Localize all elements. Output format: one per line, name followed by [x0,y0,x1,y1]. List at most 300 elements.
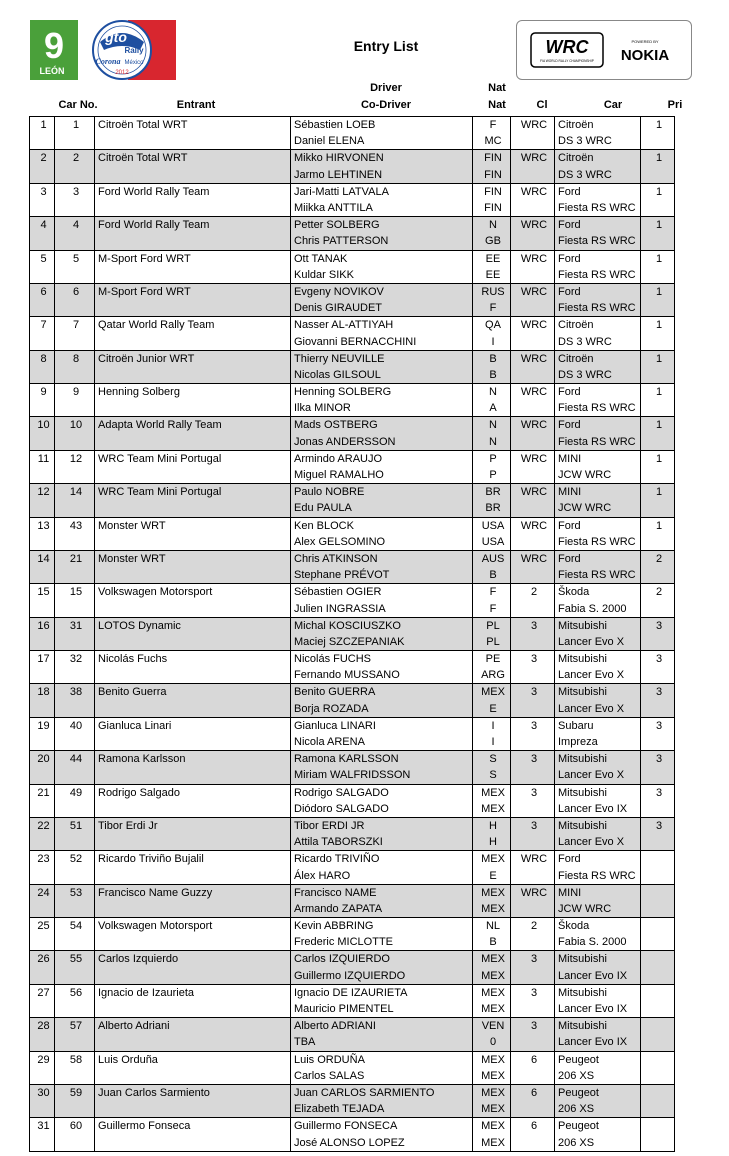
priority-blank [641,634,675,651]
codriver-nationality: MEX [473,968,511,985]
car-class-blank [511,534,555,551]
car-number-blank [55,801,95,818]
codriver-name: Ilka MINOR [291,400,473,417]
entrant-name: Luis Orduña [95,1051,291,1068]
driver-nationality: P [473,450,511,467]
entry-position: 5 [30,250,55,267]
car-class-blank [511,834,555,851]
car-number-blank [55,167,95,184]
car-class-blank [511,267,555,284]
priority-blank [641,934,675,951]
brand-rally: Rally [124,46,144,55]
entry-codriver-line [30,1134,675,1151]
priority-blank [641,968,675,985]
car-class: 3 [511,984,555,1001]
entry-position: 3 [30,183,55,200]
driver-nationality: MEX [473,951,511,968]
priority: 1 [641,384,675,401]
entrant-blank [95,1068,291,1085]
car-class-blank [511,333,555,350]
codriver-name: Álex HARO [291,867,473,884]
entry-position: 22 [30,817,55,834]
car-make: Ford [555,183,641,200]
entry-driver-line [30,918,675,935]
entrant-name: Volkswagen Motorsport [95,584,291,601]
entrant-blank [95,300,291,317]
car-class-blank [511,367,555,384]
priority-blank [641,1101,675,1118]
entry-codriver-line [30,200,675,217]
car-number: 40 [55,717,95,734]
codriver-nationality: I [473,333,511,350]
driver-name: Chris ATKINSON [291,550,473,567]
priority-blank [641,367,675,384]
entry-position-blank [30,167,55,184]
driver-nationality: MEX [473,884,511,901]
priority-blank [641,233,675,250]
codriver-nationality: MEX [473,901,511,918]
priority: 1 [641,417,675,434]
car-number-blank [55,300,95,317]
codriver-name: Maciej SZCZEPANIAK [291,634,473,651]
driver-name: Sébastien OGIER [291,584,473,601]
driver-name: Ricardo TRIVIÑO [291,851,473,868]
car-number-blank [55,400,95,417]
codriver-name: Kuldar SIKK [291,267,473,284]
car-class-blank [511,500,555,517]
entrant-blank [95,767,291,784]
car-model: Lancer Evo X [555,634,641,651]
car-make: Ford [555,283,641,300]
entry-codriver-line [30,300,675,317]
entry-position: 24 [30,884,55,901]
car-model: Fiesta RS WRC [555,200,641,217]
car-class: 3 [511,951,555,968]
entry-codriver-line [30,333,675,350]
entrant-blank [95,901,291,918]
priority: 1 [641,517,675,534]
car-class-blank [511,233,555,250]
priority: 3 [641,817,675,834]
driver-name: Francisco NAME [291,884,473,901]
priority-blank [641,1034,675,1051]
entry-driver-line [30,1018,675,1035]
codriver-nationality: 0 [473,1034,511,1051]
entrant-name: M-Sport Ford WRT [95,283,291,300]
page-title: Entry List [353,38,419,54]
priority [641,851,675,868]
car-class: WRC [511,550,555,567]
car-number: 6 [55,283,95,300]
driver-name: Benito GUERRA [291,684,473,701]
codriver-name: Diódoro SALGADO [291,801,473,818]
entry-position-blank [30,267,55,284]
codriver-name: Armando ZAPATA [291,901,473,918]
codriver-name: Guillermo IZQUIERDO [291,968,473,985]
entry-position-blank [30,333,55,350]
car-class: WRC [511,150,555,167]
car-make: Mitsubishi [555,1018,641,1035]
codriver-nationality: MEX [473,1068,511,1085]
round-number: 9 [43,25,65,66]
entry-driver-line [30,384,675,401]
priority [641,1051,675,1068]
car-model: JCW WRC [555,467,641,484]
entry-position: 10 [30,417,55,434]
codriver-nationality: S [473,767,511,784]
entry-codriver-line [30,434,675,451]
car-class-blank [511,1068,555,1085]
driver-name: Alberto ADRIANI [291,1018,473,1035]
entry-codriver-line [30,567,675,584]
driver-nationality: F [473,117,511,134]
entry-driver-line [30,283,675,300]
driver-name: Carlos IZQUIERDO [291,951,473,968]
entrant-blank [95,400,291,417]
entry-position-blank [30,667,55,684]
priority [641,1018,675,1035]
car-class-blank [511,801,555,818]
entrant-name: Henning Solberg [95,384,291,401]
entrant-name: Tibor Erdi Jr [95,817,291,834]
header-priority: Pri [667,99,683,111]
entrant-blank [95,534,291,551]
driver-name: Ott TANAK [291,250,473,267]
driver-nationality: VEN [473,1018,511,1035]
entry-codriver-line [30,367,675,384]
priority-blank [641,801,675,818]
header-class: Cl [536,99,548,111]
entry-codriver-line [30,867,675,884]
entrant-name: Ignacio de Izaurieta [95,984,291,1001]
entrant-blank [95,834,291,851]
car-class: WRC [511,117,555,134]
car-class: WRC [511,450,555,467]
car-model: 206 XS [555,1101,641,1118]
entry-driver-line [30,684,675,701]
car-model: DS 3 WRC [555,333,641,350]
car-make: Škoda [555,584,641,601]
entry-position: 30 [30,1084,55,1101]
driver-name: Gianluca LINARI [291,717,473,734]
entry-position-blank [30,133,55,150]
car-model: Lancer Evo X [555,767,641,784]
priority-blank [641,600,675,617]
entry-position-blank [30,600,55,617]
car-class-blank [511,400,555,417]
car-class: 3 [511,684,555,701]
priority-blank [641,467,675,484]
entry-position-blank [30,300,55,317]
entry-driver-line [30,617,675,634]
entry-position: 25 [30,918,55,935]
entry-position-blank [30,534,55,551]
car-class-blank [511,1134,555,1151]
car-class-blank [511,701,555,718]
car-class: WRC [511,283,555,300]
driver-nationality: MEX [473,1084,511,1101]
entry-codriver-line [30,1001,675,1018]
priority [641,884,675,901]
car-make: Ford [555,384,641,401]
entry-position: 7 [30,317,55,334]
entry-driver-line [30,183,675,200]
entrant-name: Juan Carlos Sarmiento [95,1084,291,1101]
car-class-blank [511,133,555,150]
car-class-blank [511,567,555,584]
priority-blank [641,867,675,884]
car-model: DS 3 WRC [555,133,641,150]
entry-position-blank [30,701,55,718]
codriver-name: Miriam WALFRIDSSON [291,767,473,784]
car-number: 56 [55,984,95,1001]
car-make: Citroën [555,317,641,334]
entrant-name: Ford World Rally Team [95,217,291,234]
car-model: DS 3 WRC [555,167,641,184]
codriver-nationality: MEX [473,1001,511,1018]
codriver-nationality: P [473,467,511,484]
driver-nationality: FIN [473,150,511,167]
car-make: Ford [555,550,641,567]
entry-position-blank [30,1068,55,1085]
codriver-nationality: FIN [473,200,511,217]
driver-nationality: MEX [473,1118,511,1135]
entry-row [30,450,675,483]
brand-gto: gto [105,29,127,45]
priority: 1 [641,150,675,167]
codriver-nationality: I [473,734,511,751]
car-model: Fiesta RS WRC [555,400,641,417]
entry-driver-line [30,784,675,801]
codriver-nationality: F [473,300,511,317]
codriver-name: TBA [291,1034,473,1051]
car-class: 3 [511,1018,555,1035]
entrant-name: Ricardo Triviño Bujalil [95,851,291,868]
driver-nationality: AUS [473,550,511,567]
priority: 1 [641,450,675,467]
entry-driver-line [30,1051,675,1068]
entrant-name: Volkswagen Motorsport [95,918,291,935]
priority [641,918,675,935]
entry-row [30,717,675,750]
entrant-name: Monster WRT [95,550,291,567]
car-number-blank [55,1101,95,1118]
car-model: Fiesta RS WRC [555,567,641,584]
entry-row [30,350,675,383]
car-class: 2 [511,918,555,935]
driver-name: Thierry NEUVILLE [291,350,473,367]
driver-name: Paulo NOBRE [291,484,473,501]
priority: 1 [641,484,675,501]
car-number: 55 [55,951,95,968]
car-number-blank [55,634,95,651]
car-make: Mitsubishi [555,684,641,701]
car-class-blank [511,1101,555,1118]
entry-position-blank [30,400,55,417]
car-model: Lancer Evo X [555,701,641,718]
priority: 2 [641,550,675,567]
entry-codriver-line [30,233,675,250]
priority: 3 [641,751,675,768]
car-class-blank [511,300,555,317]
priority: 1 [641,183,675,200]
codriver-name: Nicola ARENA [291,734,473,751]
entry-row [30,584,675,617]
priority: 2 [641,584,675,601]
car-make: Mitsubishi [555,784,641,801]
entrant-blank [95,367,291,384]
car-class-blank [511,200,555,217]
entry-row [30,417,675,450]
entry-position-blank [30,901,55,918]
car-number-blank [55,1068,95,1085]
car-class: 6 [511,1118,555,1135]
driver-nationality: PE [473,651,511,668]
priority-blank [641,1068,675,1085]
car-class-blank [511,1034,555,1051]
entry-position-blank [30,867,55,884]
entry-row [30,1018,675,1051]
priority-blank [641,333,675,350]
codriver-nationality: B [473,567,511,584]
entry-position: 15 [30,584,55,601]
car-number: 32 [55,651,95,668]
entry-driver-line [30,1084,675,1101]
car-model: DS 3 WRC [555,367,641,384]
codriver-nationality: GB [473,233,511,250]
header-nat2: Nat [488,99,506,111]
codriver-nationality: E [473,867,511,884]
codriver-nationality: USA [473,534,511,551]
entry-driver-line [30,550,675,567]
car-class-blank [511,167,555,184]
car-model: JCW WRC [555,500,641,517]
codriver-nationality: MC [473,133,511,150]
car-number: 58 [55,1051,95,1068]
entry-row [30,250,675,283]
driver-name: Henning SOLBERG [291,384,473,401]
entrant-blank [95,467,291,484]
entrant-blank [95,233,291,250]
driver-nationality: S [473,751,511,768]
codriver-nationality: MEX [473,1101,511,1118]
entry-position-blank [30,968,55,985]
priority: 1 [641,250,675,267]
car-class-blank [511,901,555,918]
entry-position: 23 [30,851,55,868]
driver-name: Guillermo FONSECA [291,1118,473,1135]
entrant-blank [95,1001,291,1018]
entry-position-blank [30,834,55,851]
car-number-blank [55,667,95,684]
entry-driver-line [30,884,675,901]
car-make: Ford [555,851,641,868]
car-class: WRC [511,851,555,868]
entrant-name: Rodrigo Salgado [95,784,291,801]
codriver-nationality: MEX [473,1134,511,1151]
car-make: Mitsubishi [555,984,641,1001]
entry-position-blank [30,801,55,818]
driver-nationality: USA [473,517,511,534]
entrant-blank [95,567,291,584]
codriver-nationality: BR [473,500,511,517]
entry-position: 6 [30,283,55,300]
entrant-blank [95,734,291,751]
car-class-blank [511,600,555,617]
priority-blank [641,200,675,217]
entry-codriver-line [30,167,675,184]
entrant-name: Ramona Karlsson [95,751,291,768]
car-number: 21 [55,550,95,567]
entry-codriver-line [30,600,675,617]
entrant-name: WRC Team Mini Portugal [95,450,291,467]
driver-name: Sébastien LOEB [291,117,473,134]
powered-by: POWERED BY [631,39,659,44]
car-class-blank [511,467,555,484]
priority: 3 [641,784,675,801]
entry-position: 21 [30,784,55,801]
entrant-blank [95,133,291,150]
car-make: Citroën [555,117,641,134]
car-model: Lancer Evo IX [555,1034,641,1051]
codriver-nationality: N [473,434,511,451]
priority-blank [641,734,675,751]
entry-position-blank [30,1101,55,1118]
car-class: WRC [511,517,555,534]
car-make: MINI [555,484,641,501]
car-class: 3 [511,784,555,801]
car-class: 3 [511,751,555,768]
car-number-blank [55,867,95,884]
car-number-blank [55,934,95,951]
codriver-nationality: FIN [473,167,511,184]
car-model: JCW WRC [555,901,641,918]
entry-row [30,751,675,784]
car-number: 14 [55,484,95,501]
entry-driver-line [30,250,675,267]
car-number-blank [55,367,95,384]
car-make: Ford [555,250,641,267]
car-model: Fabia S. 2000 [555,600,641,617]
car-number: 57 [55,1018,95,1035]
entrant-blank [95,934,291,951]
entrant-blank [95,167,291,184]
driver-nationality: N [473,384,511,401]
entrant-blank [95,867,291,884]
header-car: Car [603,99,623,111]
codriver-name: Edu PAULA [291,500,473,517]
entry-row [30,784,675,817]
priority [641,984,675,1001]
entry-row [30,1118,675,1151]
entrant-blank [95,1134,291,1151]
entrant-blank [95,1101,291,1118]
driver-nationality: MEX [473,684,511,701]
entry-driver-line [30,350,675,367]
entry-driver-line [30,450,675,467]
car-number: 38 [55,684,95,701]
driver-name: Tibor ERDI JR [291,817,473,834]
entry-position-blank [30,567,55,584]
car-make: Mitsubishi [555,617,641,634]
car-make: Mitsubishi [555,751,641,768]
priority-blank [641,834,675,851]
car-number-blank [55,200,95,217]
car-make: Mitsubishi [555,951,641,968]
car-make: Mitsubishi [555,817,641,834]
codriver-name: Miikka ANTTILA [291,200,473,217]
car-model: Lancer Evo IX [555,968,641,985]
